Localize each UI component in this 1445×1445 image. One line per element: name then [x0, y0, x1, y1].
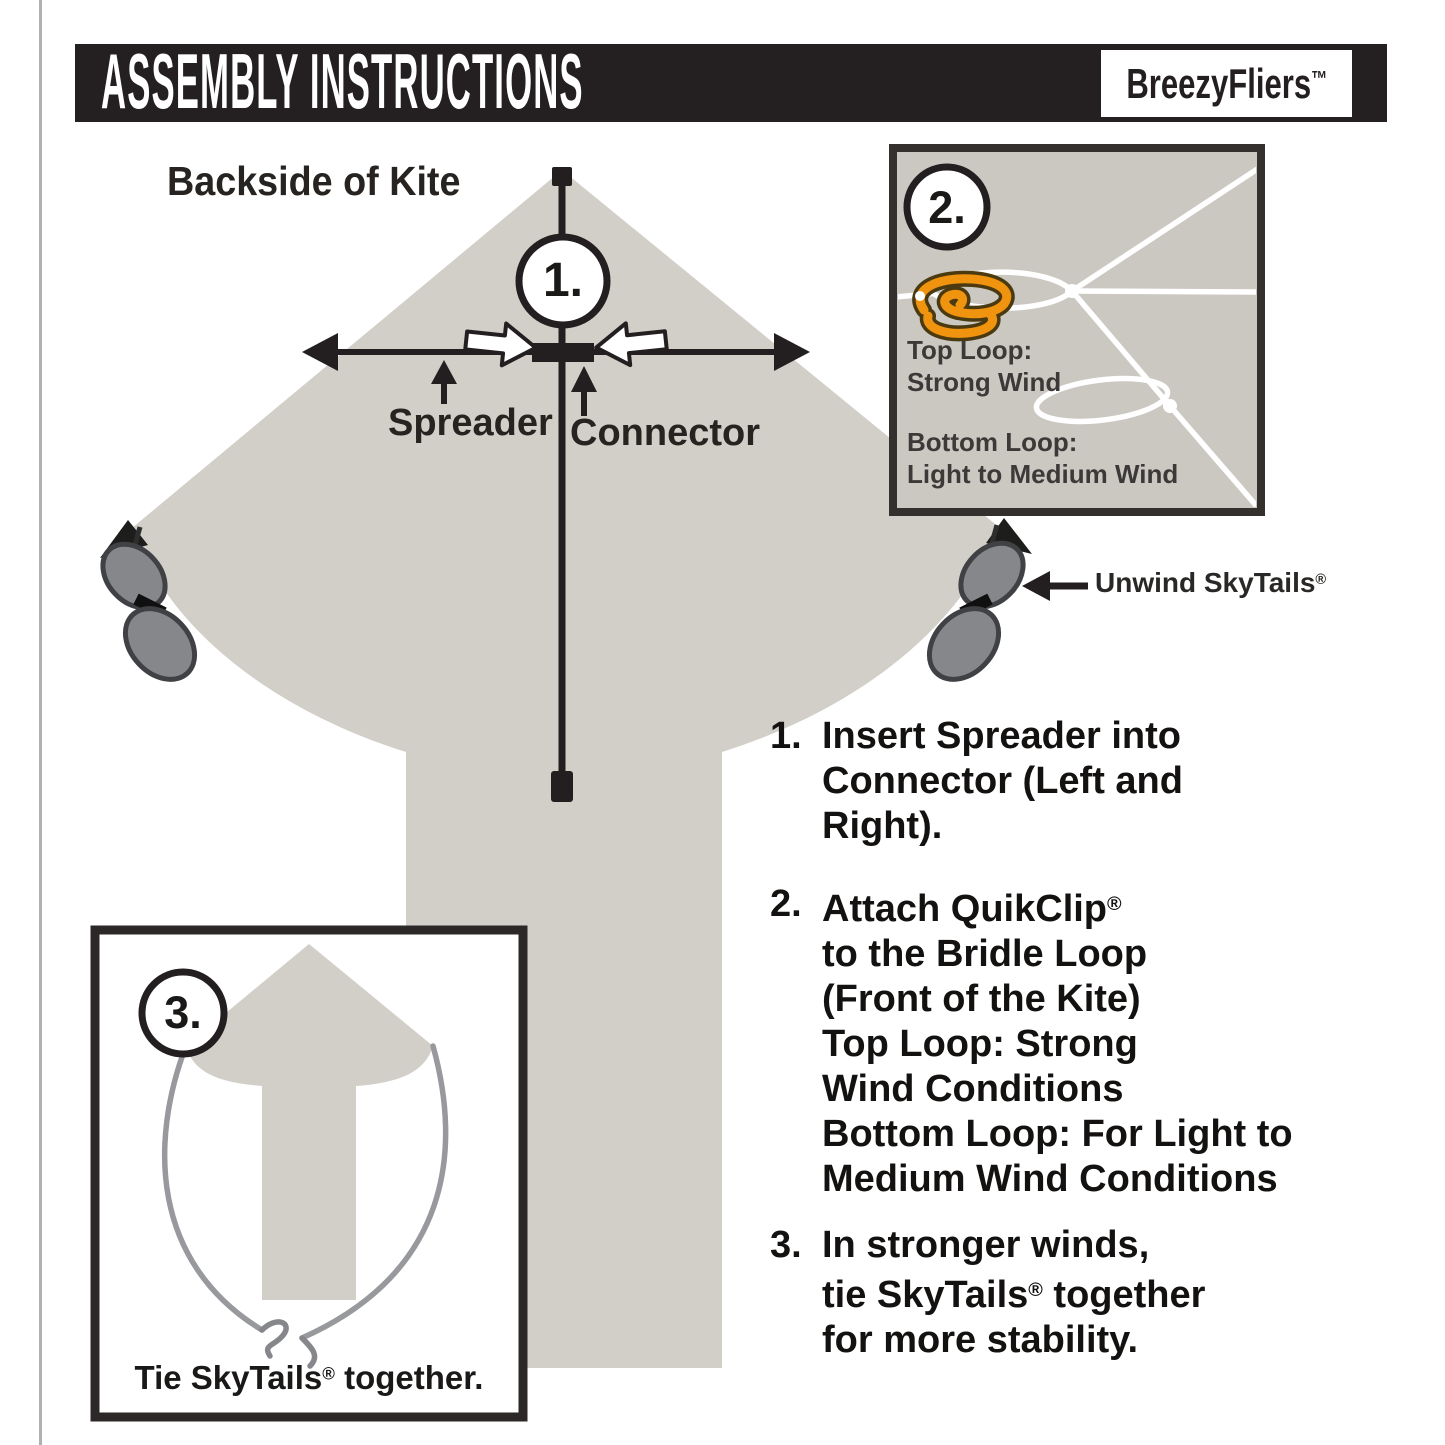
instruction-number: 3.: [770, 1223, 802, 1266]
step2-badge-number: 2.: [928, 182, 966, 233]
brand-logo-box: [1096, 45, 1357, 122]
brand-name: BreezyFliers™: [1126, 59, 1328, 107]
instruction-line: Attach QuikClip®: [822, 887, 1122, 930]
spine-top-cap: [552, 167, 572, 186]
instruction-line: Bottom Loop: For Light to: [822, 1112, 1293, 1155]
instruction-line: Insert Spreader into: [822, 715, 1181, 757]
top-loop-label: Top Loop: Strong Wind: [907, 335, 1062, 397]
step3-badge-number: 3.: [164, 987, 202, 1038]
unwind-skytails-label: Unwind SkyTails®: [1095, 567, 1327, 598]
instruction-item: [770, 1223, 1440, 1363]
spreader-left-arrowhead: [302, 333, 338, 371]
unwind-pointer-arrow: [1022, 571, 1088, 601]
instruction-line: Right).: [822, 805, 943, 847]
instruction-line: to the Bridle Loop: [822, 932, 1148, 975]
instruction-item: [770, 714, 1440, 849]
instruction-number: 1.: [770, 715, 802, 757]
bridle-knot-bottom: [1163, 399, 1177, 413]
instruction-line: (Front of the Kite): [822, 977, 1141, 1020]
page-title: ASSEMBLY INSTRUCTIONS: [101, 38, 584, 126]
instruction-line: Wind Conditions: [822, 1067, 1124, 1110]
connector-block: [532, 343, 594, 362]
instruction-item: [770, 882, 1440, 1202]
bottom-loop-label: Bottom Loop: Light to Medium Wind: [907, 427, 1179, 489]
step1-badge-number: 1.: [542, 254, 584, 307]
instruction-line: tie SkyTails® together: [822, 1273, 1206, 1316]
instruction-number: 2.: [770, 883, 802, 925]
instruction-line: Medium Wind Conditions: [822, 1157, 1278, 1200]
instruction-line: In stronger winds,: [822, 1223, 1150, 1266]
connector-label: Connector: [570, 412, 760, 454]
spreader-label: Spreader: [388, 402, 553, 444]
instruction-line: Top Loop: Strong: [822, 1022, 1138, 1065]
backside-of-kite-label: Backside of Kite: [167, 158, 461, 204]
instructions-list: [770, 714, 1440, 1363]
spine-bottom-cap: [551, 771, 573, 802]
instruction-line: Connector (Left and: [822, 760, 1183, 802]
tie-skytails-caption: Tie SkyTails® together.: [134, 1359, 484, 1396]
trademark-mark: ™: [1310, 65, 1328, 91]
bridle-knot-top: [1065, 284, 1079, 298]
instruction-line: for more stability.: [822, 1318, 1139, 1361]
